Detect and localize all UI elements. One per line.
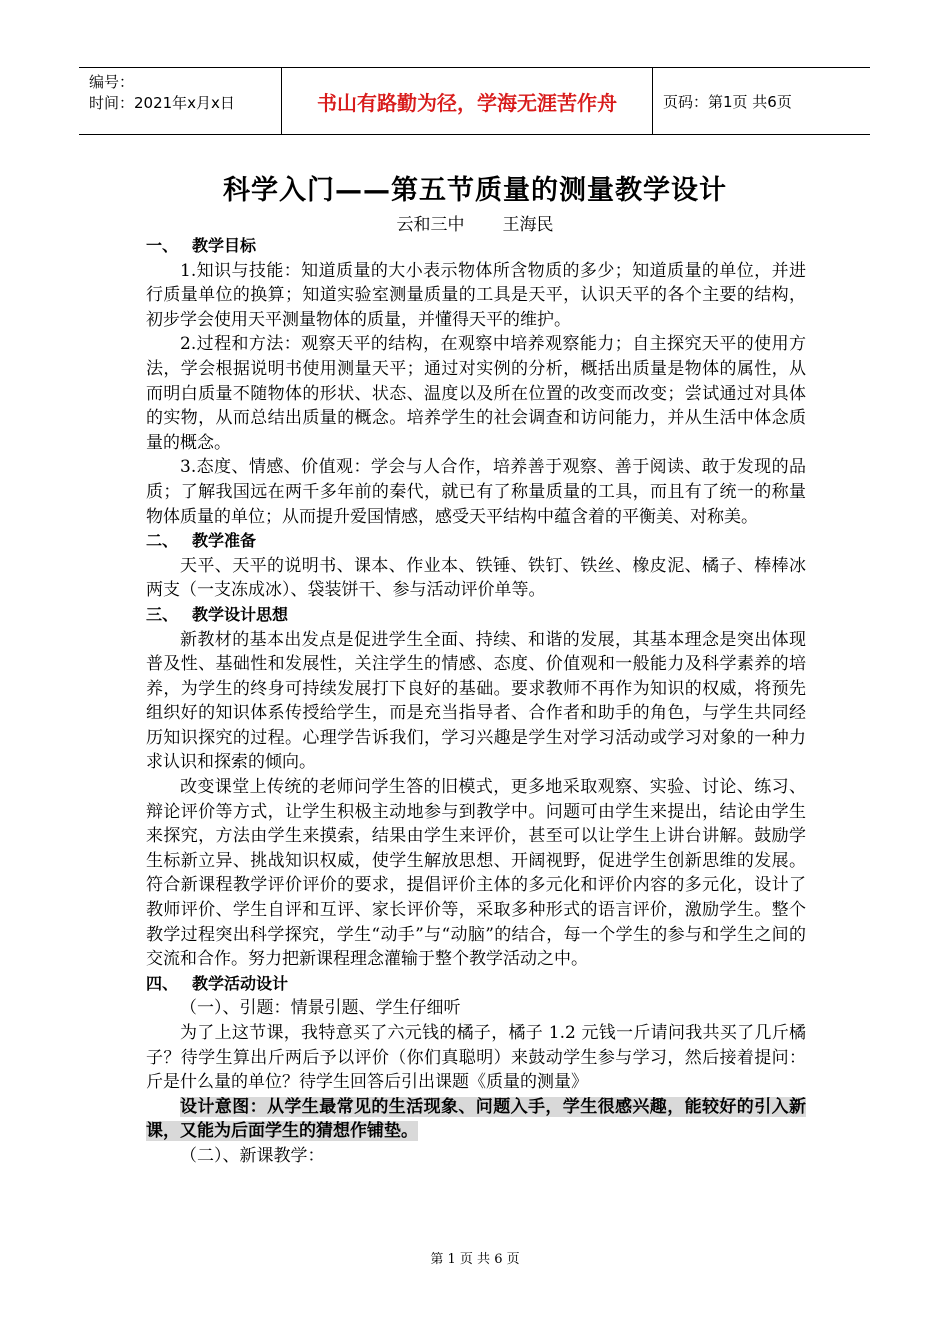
header-motto: 书山有路勤为径，学海无涯苦作舟 <box>281 68 653 134</box>
section-heading: 四、 教学活动设计 <box>146 973 289 993</box>
page-footer: 第 1 页 共 6 页 <box>430 1252 520 1267</box>
document-title: 科学入门——第五节质量的测量教学设计 <box>223 175 727 206</box>
subsection-heading: （二）、新课教学： <box>180 1145 325 1166</box>
time-label: 时间：2021年x月x日 <box>89 94 235 112</box>
paragraph: 改变课堂上传统的老师问学生答的旧模式，更多地采取观察、实验、讨论、练习、辩论评价等方式，让学生积极主动地参与到教学中。问题可由学生来提出，结论由学生来探究，方法由学生来摸索，结果由学生来评价，甚至可以让学生上讲台讲解。鼓励学生标新立异、挑战知识权威，使学生解放思想、开阔视野，促进学生创新思维的发展。符合新课程教学评价评价的要求，提倡评价主体的多元化和评价内容的多元化，设计了教师评价、学生自评和互评、家长评价等，采取多种形式的语言评价，激励学生。整个教学过程突出科学探究，学生“动手”与“动脑”的结合，每一个学生的参与和学生之间的交流和合作。努力把新课程理念灌输于整个教学活动之中。 <box>146 777 806 970</box>
document-body <box>146 234 806 1169</box>
header-meta <box>79 68 281 134</box>
paragraph: 天平、天平的说明书、课本、作业本、铁锤、铁钉、铁丝、橡皮泥、橘子、棒棒冰两支（一支冻成冰）、袋装饼干、参与活动评价单等。 <box>146 555 806 601</box>
section-heading: 一、 教学目标 <box>146 236 257 255</box>
subsection-heading: （一）、引题：情景引题、学生仔细听 <box>180 998 461 1019</box>
header-page-info: 页码：第1页 共6页 <box>663 92 792 111</box>
section-heading: 二、 教学准备 <box>146 531 257 551</box>
highlighted-text: 设计意图：从学生最常见的生活现象、问题入手，学生很感兴趣，能较好的引入新课，又能为后面学生的猜想作铺垫。 <box>146 1096 806 1142</box>
code-label: 编号： <box>89 73 135 91</box>
section-heading: 三、 教学设计思想 <box>146 604 289 624</box>
paragraph: 3.态度、情感、价值观：学会与人合作，培养善于观察、善于阅读、敢于发现的品质；了解我国远在两千多年前的秦代，就已有了称量质量的工具，而且有了统一的称量物体质量的单位；从而提升爱国情感，感受天平结构中蕴含着的平衡美、对称美。 <box>146 457 806 527</box>
paragraph: 新教材的基本出发点是促进学生全面、持续、和谐的发展，其基本理念是突出体现普及性、基础性和发展性，关注学生的情感、态度、价值观和一般能力及科学素养的培养，为学生的终身可持续发展打下良好的基础。要求教师不再作为知识的权威，将预先组织好的知识体系传授给学生，而是充当指导者、合作者和助手的角色，与学生共同经历知识探究的过程。心理学告诉我们，学习兴趣是学生对学习活动或学习对象的一种力求认识和探索的倾向。 <box>146 629 806 773</box>
paragraph: 为了上这节课，我特意买了六元钱的橘子，橘子 1.2 元钱一斤请问我共买了几斤橘子？待学生算出斤两后予以评价（你们真聪明）来鼓动学生参与学习，然后接着提问：斤是什么量的单位？待学生回答后引出课题《质量的测量》 <box>146 1023 806 1093</box>
author-name: 王海民 <box>502 215 554 235</box>
page-header <box>79 67 870 135</box>
author-school: 云和三中 <box>396 215 465 235</box>
author-line <box>0 210 950 235</box>
paragraph: 2.过程和方法：观察天平的结构，在观察中培养观察能力；自主探究天平的使用方法，学会根据说明书使用测量天平；通过对实例的分析，概括出质量是物体的属性，从而明白质量不随物体的形状、状态、温度以及所在位置的改变而改变；尝试通过对具体的实物，从而总结出质量的概念。培养学生的社会调查和访问能力，并从生活中体念质量的概念。 <box>146 334 806 453</box>
design-intent-paragraph <box>146 1095 806 1144</box>
paragraph: 1.知识与技能：知道质量的大小表示物体所含物质的多少；知道质量的单位，并进行质量单位的换算；知道实验室测量质量的工具是天平，认识天平的各个主要的结构，初步学会使用天平测量物体的质量，并懂得天平的维护。 <box>146 260 806 330</box>
